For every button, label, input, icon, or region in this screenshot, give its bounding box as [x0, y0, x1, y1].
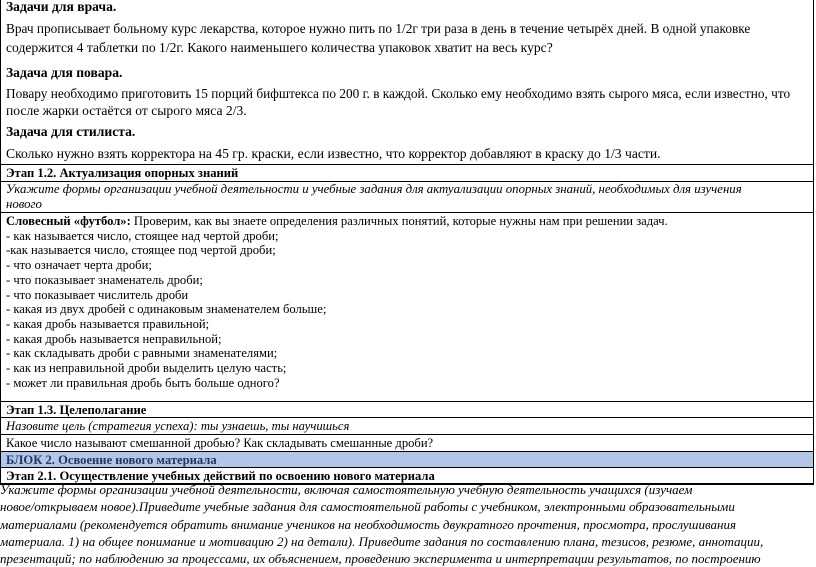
- stage-1-3-question: Какое число называют смешанной дробью? Как складывать смешанные дроби?: [1, 434, 813, 451]
- instruction-line: материала. 1) на общее понимание и мотивацию 2) на детали). Приведите задания по составлению плана, тезисов, резюме, аннотации,: [0, 533, 764, 549]
- stage-1-2-instruction-line-1: Укажите формы организации учебной деятельности и учебные задания для актуализации опорных знаний, необходимых для изучения: [6, 182, 742, 196]
- cook-task-line-2: после жарки остаётся от сырого мяса 2/3.: [6, 103, 247, 118]
- stage-1-2-instruction-line-2: нового: [6, 197, 42, 211]
- verbal-football-intro: [6, 214, 813, 229]
- stage-1-2-title: Этап 1.2. Актуализация опорных знаний: [1, 164, 813, 181]
- block-2-header: БЛОК 2. Освоение нового материала: [1, 451, 813, 467]
- verbal-football-text: Проверим, как вы знаете определения различных понятий, которые нужны нам при решении задач.: [130, 214, 668, 228]
- stylist-task-line-1: Сколько нужно взять корректора на 45 гр. краски, если известно, что корректор добавляют в краску до 1/3 части.: [6, 146, 661, 161]
- stylist-task-heading: Задача для стилиста.: [6, 124, 136, 139]
- stage-1-3-instructions: Назовите цель (стратегия успеха): ты узнаешь, ты научишься: [1, 417, 813, 434]
- question-item: - как называется число, стоящее над чертой дроби;: [6, 228, 279, 243]
- question-item: - как складывать дроби с равными знаменателями;: [6, 346, 278, 361]
- instruction-line: презентаций; по наблюдению за процессами, их объяснением, проведению эксперимента и интерпретации результатов, по построению: [0, 551, 761, 567]
- doctor-task-line-1: Врач прописывает больному курс лекарства, которое нужно пить по 1/2г три раза в день в течение четырёх дней. В одной упаковке: [6, 21, 751, 36]
- question-item: - как из неправильной дроби выделить целую часть;: [6, 361, 287, 376]
- question-item: - какая дробь называется правильной;: [6, 316, 210, 331]
- stage-2-1-title: Этап 2.1. Осуществление учебных действий по освоению нового материала: [1, 467, 813, 484]
- tasks-cell: [1, 0, 813, 164]
- question-item: - может ли правильная дробь быть больше одного?: [6, 375, 280, 390]
- instruction-line: новое/открываем новое).Приведите учебные задания для самостоятельной работы с учебником, электронными образовательными: [0, 499, 735, 515]
- instruction-line: Укажите формы организации учебной деятельности, включая самостоятельную учебную деятельность учащихся (изучаем: [0, 482, 693, 497]
- question-item: - какая дробь называется неправильной;: [6, 331, 222, 346]
- cook-task-heading: Задача для повара.: [6, 65, 123, 80]
- instruction-line: материалами (рекомендуется обратить внимание учеников на необходимость двукратного прочтения, просмотра, прослушивания: [0, 516, 737, 532]
- doctor-task-line-2: содержится 4 таблетки по 1/2г. Какого наименьшего количества упаковок хватит на весь курс?: [6, 40, 553, 55]
- question-item: - что означает черта дроби;: [6, 258, 152, 273]
- question-item: - что показывает знаменатель дроби;: [6, 272, 203, 287]
- question-item: -как называется число, стоящее под чертой дроби;: [6, 243, 276, 258]
- cook-task-line-1: Повару необходимо приготовить 15 порций бифштекса по 200 г. в каждой. Сколько ему необходимо взять сырого мяса, если известно, что: [6, 86, 791, 101]
- verbal-football-label: Словесный «футбол»:: [6, 214, 131, 228]
- stage-2-1-instructions: [0, 481, 812, 567]
- question-item: - какая из двух дробей с одинаковым знаменателем больше;: [6, 302, 327, 317]
- stage-1-2-content: [1, 212, 813, 401]
- stage-1-2-instructions: [1, 181, 813, 212]
- stage-1-3-title: Этап 1.3. Целеполагание: [1, 401, 813, 417]
- doctor-task-heading: Задачи для врача.: [6, 0, 117, 14]
- question-item: - что показывает числитель дроби: [6, 287, 189, 302]
